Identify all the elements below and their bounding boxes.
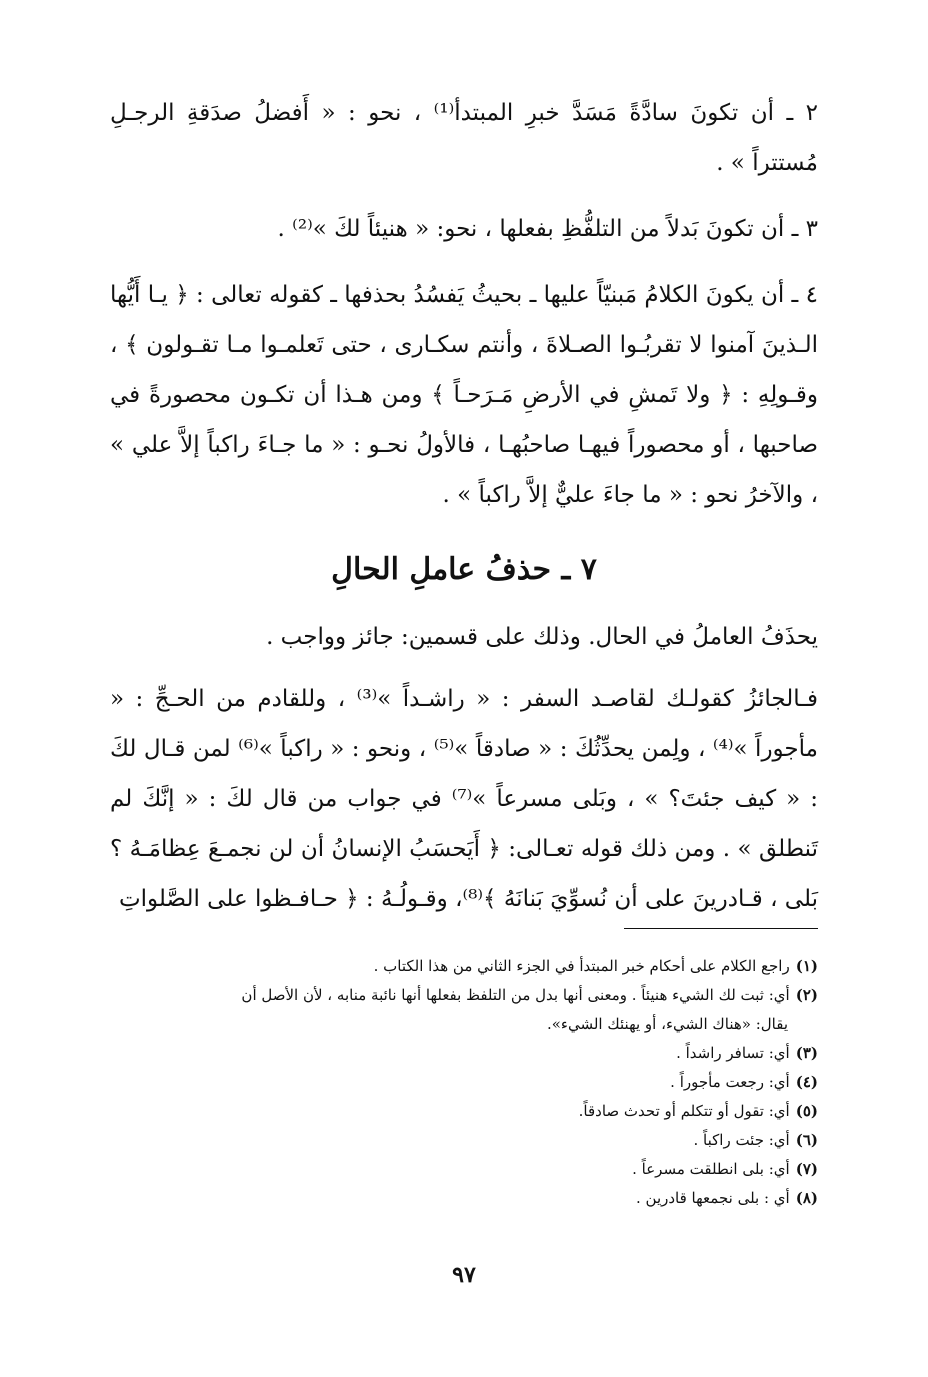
footnote-2-continuation: يقال: «هناك الشيء، أو يهنئك الشيء». (546, 1015, 788, 1033)
footnote-4 (110, 1068, 818, 1097)
footnote-8 (110, 1184, 818, 1213)
footnote-number: (٤) (795, 1073, 818, 1091)
footnote-number: (٧) (795, 1160, 818, 1178)
footnote-3 (110, 1039, 818, 1068)
footnote-text: أي: جئت راكباً . (693, 1131, 790, 1149)
footnote-7 (110, 1155, 818, 1184)
footnote-text: أي: ثبت لك الشيء هنيئاً . ومعنى أنها بدل من التلفظ بفعلها أنها نائبة منابه ، لأن الأصل أن (241, 986, 790, 1004)
footnote-text: أي: بلى انطلقت مسرعاً . (632, 1160, 790, 1178)
footnote-number: (٥) (795, 1102, 818, 1120)
footnote-divider (624, 928, 818, 929)
paragraph-condition-4: ٤ ـ أن يكونَ الكلامُ مَبنيّاً عليها ـ بحيثُ يَفسُدُ بحذفها ـ كقوله تعالى : ﴿ يـا أَيُّها الـذينَ آمنوا لا تقربُـوا الصـلاةَ ، وأنتم سكـارى ، حتى تَعلمـوا مـا تقـولون ﴾ ، وقـولِهِ : ﴿ ولا تَمشِ في الأرضِ مَـرَحـاً ﴾ ومن هـذا أن تكـون محصورةً في صاحبها ، أو محصوراً فيهـا صاحبُهـا ، فالأولُ نحـو : « ما جـاءَ راكباً إلاَّ علي » ، والآخرُ نحو : « ما جاءَ عليٌّ إلاَّ راكباً » . (110, 282, 818, 508)
footnote-text: أي: تسافر راشداً . (676, 1044, 790, 1062)
footnote-number: (٢) (795, 986, 818, 1004)
footnote-text: راجع الكلام على أحكام خبر المبتدأ في الجزء الثاني من هذا الكتاب . (373, 957, 790, 975)
paragraph-permissible: فـالجائزُ كقولـك لقاصـد السفر : « راشـداً »⁽³⁾ ، وللقادم من الحـجِّ : « مأجوراً »⁽⁴⁾ ، ولِمن يحدِّثُكَ : « صادقاً »⁽⁵⁾ ، ونحو : « راكباً »⁽⁶⁾ لمن قـال لكَ : « كيف جئتَ؟ » ، وبَلى مسرعاً »⁽⁷⁾ في جواب من قال لكَ : « إنَّكَ لم تَنطلق » . ومن ذلك قوله تعـالى: ﴿ أَيَحسَبُ الإنسانُ أن لن نجمـعَ عِظامَـهُ ؟ بَلى ، قـادرينَ على أن نُسوِّيَ بَنانَهُ ﴾⁽⁸⁾، وقـولُـهُ : ﴿ حـافـظوا على الصَّلواتِ (110, 686, 818, 912)
paragraph-intro: يحذَفُ العاملُ في الحال. وذلك على قسمين: جائز وواجب . (266, 624, 818, 650)
footnote-number: (٣) (795, 1044, 818, 1062)
footnote-text: أي: رجعت مأجوراً . (670, 1073, 790, 1091)
main-text (110, 88, 818, 936)
footnote-text: أي: تقول أو تتكلم أو تحدث صادقاً. (578, 1102, 790, 1120)
footnote-5 (110, 1097, 818, 1126)
footnote-2 (110, 981, 818, 1010)
footnotes (110, 952, 818, 1213)
paragraph-condition-3: ٣ ـ أن تكونَ بَدلاً من التلفُّظِ بفعلها ، نحو: « هنيئاً لكَ »⁽²⁾ . (277, 216, 818, 242)
footnote-number: (٨) (795, 1189, 818, 1207)
footnote-6 (110, 1126, 818, 1155)
footnote-text: أي : بلى نجمعها قادرين . (635, 1189, 790, 1207)
footnote-number: (٦) (795, 1131, 818, 1149)
footnote-1 (110, 952, 818, 981)
section-heading: ٧ ـ حذفُ عاملِ الحالِ (331, 552, 597, 587)
paragraph-condition-2: ٢ ـ أن تكونَ سادَّةً مَسَدَّ خبرِ المبتدأ⁽¹⁾ ، نحو : « أَفضلُ صدَقةِ الرجـلِ مُستتراً » . (110, 100, 818, 176)
footnote-number: (١) (795, 957, 818, 975)
page-number: ٩٧ (452, 1262, 476, 1288)
